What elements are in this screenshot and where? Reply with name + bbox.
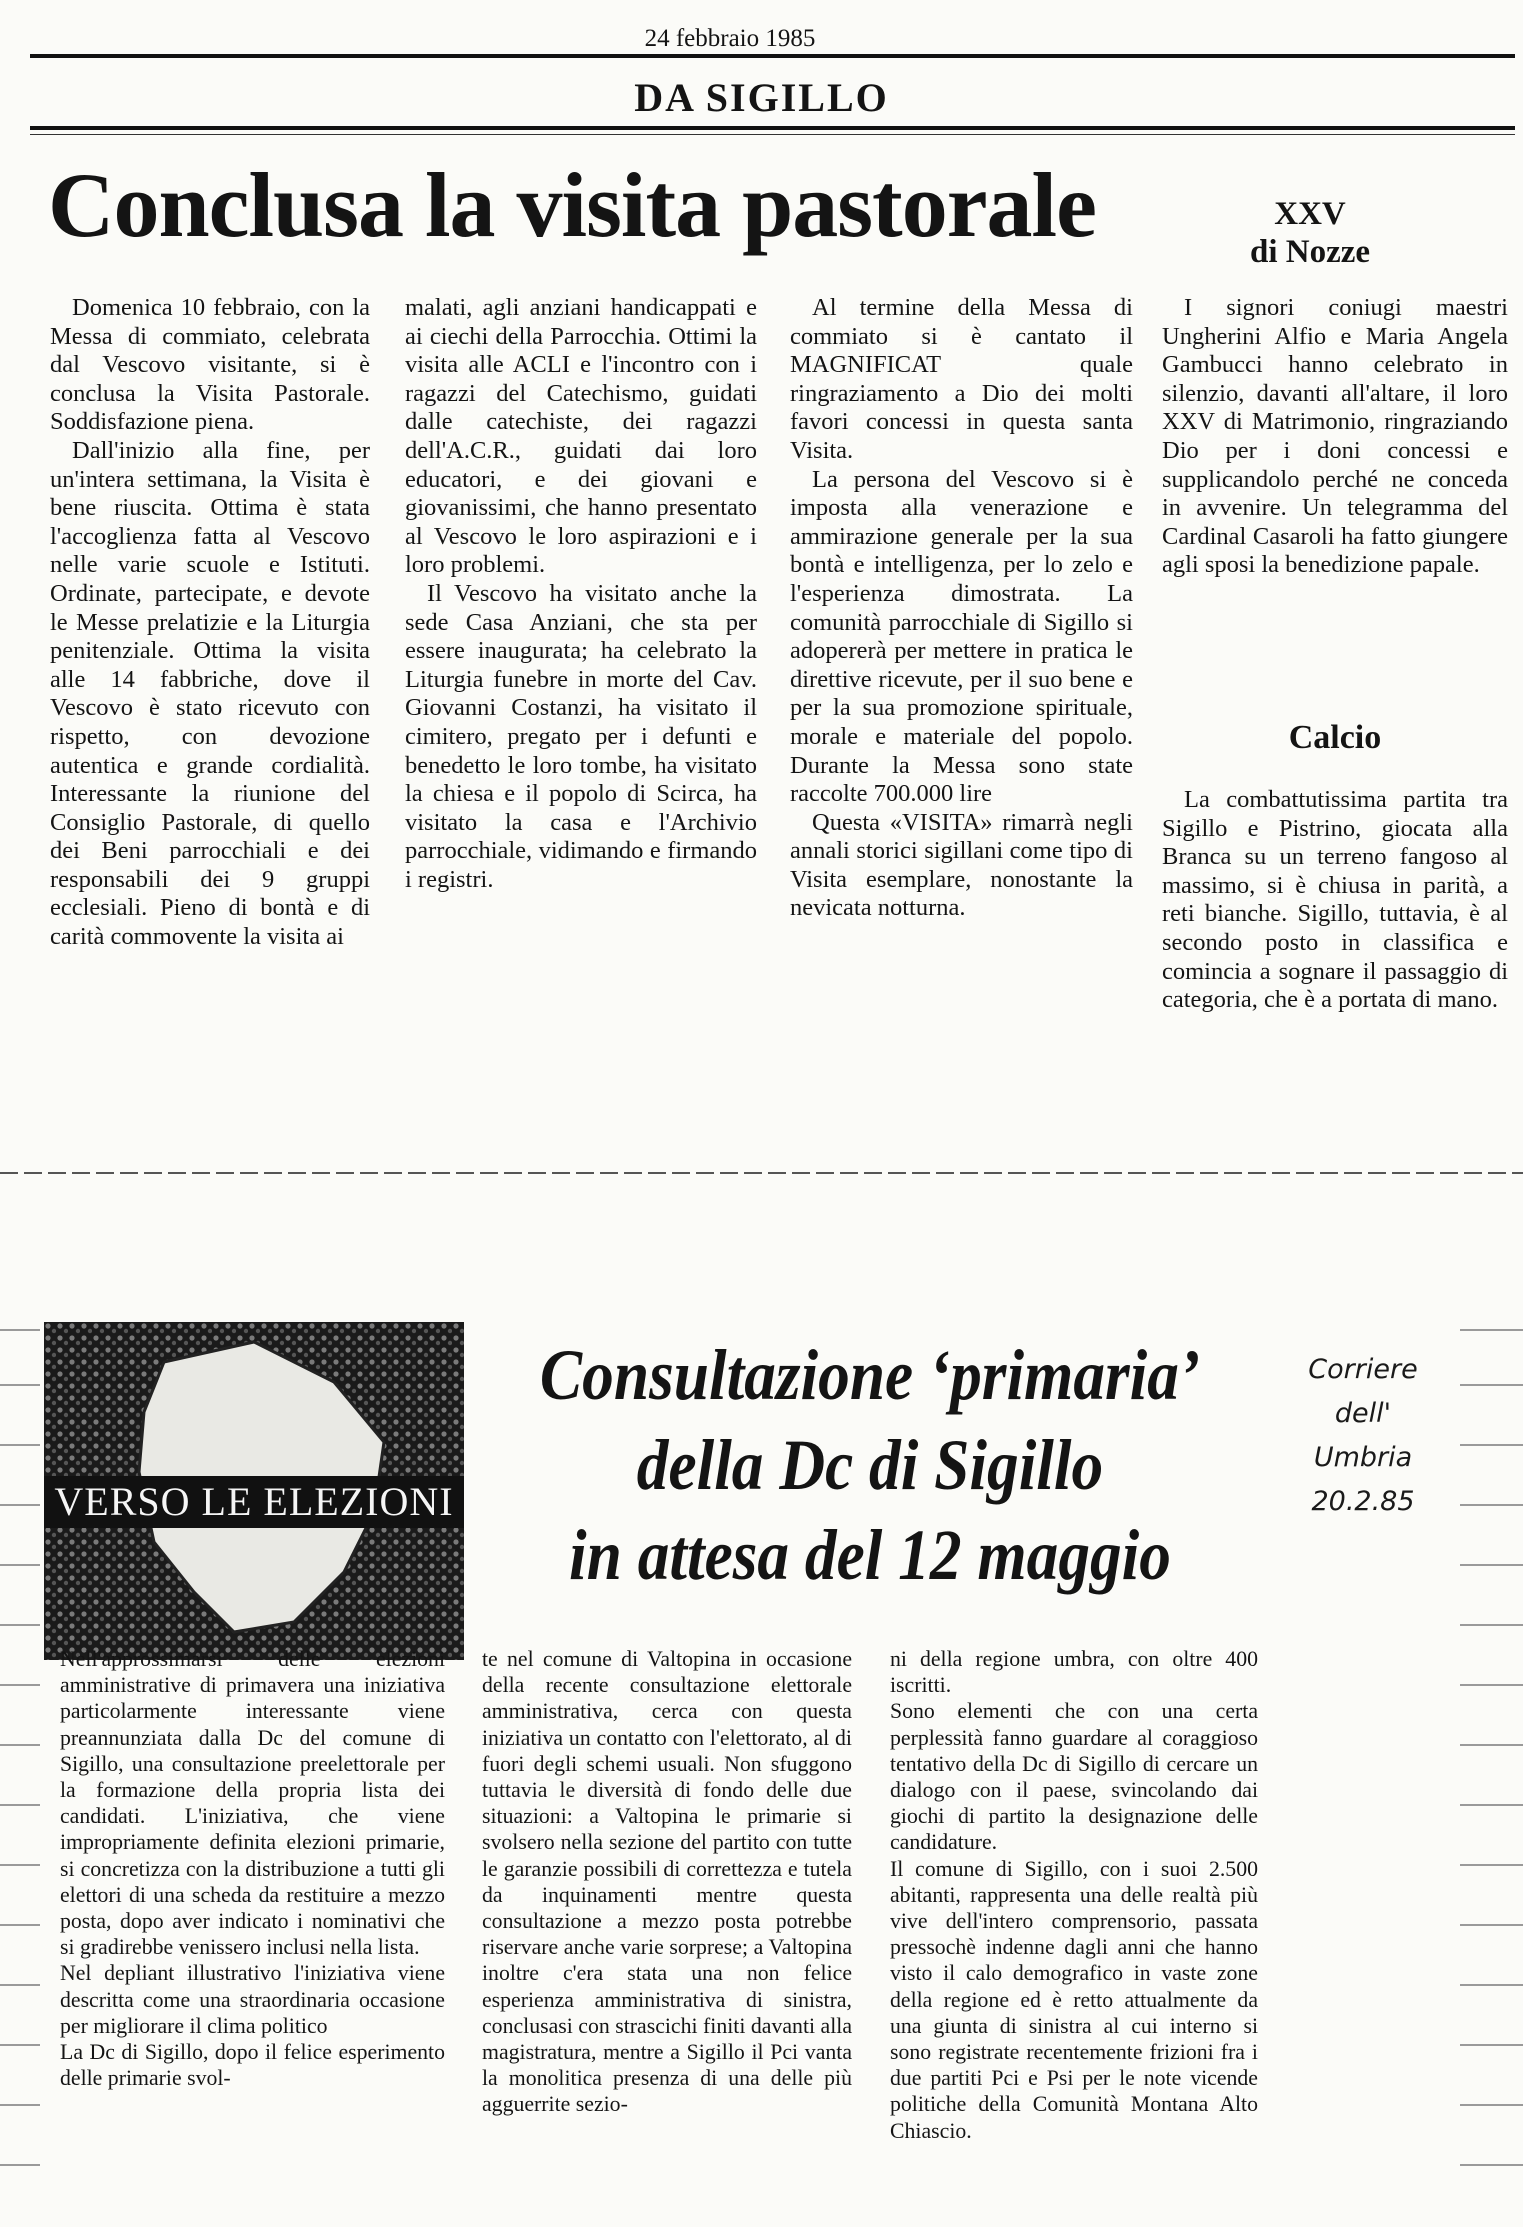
top-rule bbox=[30, 54, 1515, 58]
paragraph: Nel depliant illustrativo l'iniziativa viene descritta come una straordinaria occasione per migliorare il clima politico bbox=[60, 1961, 445, 2038]
paragraph: ni della regione umbra, con oltre 400 iscritti. bbox=[890, 1647, 1258, 1698]
publication-date: 24 febbraio 1985 bbox=[644, 25, 816, 52]
election-headline-line-1: Consultazione ‘primaria’ bbox=[539, 1335, 1201, 1415]
article-headline: Conclusa la visita pastorale bbox=[48, 154, 1096, 256]
side-headline-line-2: di Nozze bbox=[1249, 234, 1371, 270]
election-headline-line-2: della Dc di Sigillo bbox=[636, 1425, 1104, 1505]
election-headline-line-3: in attesa del 12 maggio bbox=[569, 1515, 1171, 1595]
anniversary-column bbox=[1162, 294, 1508, 580]
handwritten-note bbox=[1278, 1348, 1448, 1524]
election-column-2 bbox=[482, 1646, 852, 2118]
article-column-2 bbox=[405, 294, 757, 894]
side-headline-anniversary bbox=[1160, 195, 1460, 271]
handwritten-line: Umbria bbox=[1313, 1442, 1413, 1473]
paragraph: I signori coniugi maestri Ungherini Alfio e Maria Angela Gambucci hanno celebrato in silenzio, davanti all'altare, il loro XXV di Matrimonio, ringraziando Dio per i doni concessi e supplicandolo perché ne conceda in avvenire. Un telegramma del Cardinal Casaroli ha fatto giungere agli sposi la benedizione papale. bbox=[1162, 294, 1508, 579]
football-headline: Calcio bbox=[1288, 719, 1382, 756]
paragraph: La combattutissima partita tra Sigillo e Pistrino, giocata alla Branca su un terreno fangoso al massimo, si è chiusa in parità, a reti bianche. Sigillo, tuttavia, è al secondo posto in classifica e comincia a sognare il passaggio di categoria, che è a portata di mano. bbox=[1162, 786, 1508, 1014]
paragraph: Dall'inizio alla fine, per un'intera settimana, la Visita è bene riuscita. Ottima è stata l'accoglienza fatta al Vescovo nelle varie scuole e Istituti. Ordinate, partecipate, e devote le Messe prelatizie e la Liturgia penitenziale. Ottima la visita alle 14 fabbriche, dove il Vescovo è stato ricevuto con rispetto, con devozione autentica e grande cordialità. Interessante la riunione del Consiglio Pastorale, di quello dei Beni parrocchiali e dei responsabili dei 9 gruppi ecclesiali. Pieno di bontà e di carità commovente la visita ai bbox=[50, 436, 370, 951]
clipping-separator bbox=[0, 1172, 1523, 1174]
paragraph: Nell'approssimarsi delle elezioni amministrative di primavera una iniziativa particolarmente interessante viene preannunziata dalla Dc del comune di Sigillo, una consultazione preelettorale per la formazione della propria lista dei candidati. L'iniziativa, che viene impropriamente definita elezioni primarie, si concretizza con la distribuzione a tutti gli elettori di una scheda da restituire a mezzo posta, dopo aver indicato i nominativi che si gradirebbe venissero inclusi nella lista. bbox=[60, 1647, 445, 1960]
side-headline-line-1: XXV bbox=[1274, 196, 1346, 232]
football-column bbox=[1162, 786, 1508, 1015]
article-column-1 bbox=[50, 294, 370, 952]
election-column-3 bbox=[890, 1646, 1258, 2144]
paragraph: Domenica 10 febbraio, con la Messa di commiato, celebrata dal Vescovo visitante, si è conclusa la Visita Pastorale. Soddisfazione piena. bbox=[50, 294, 370, 436]
section-rule bbox=[30, 126, 1515, 130]
article-column-3 bbox=[790, 294, 1133, 923]
paragraph: Il comune di Sigillo, con i suoi 2.500 abitanti, rappresenta una delle realtà più vive dell'intero comprensorio, passata pressochè indenne dagli anni che hanno visto il calo demografico in vaste zone della regione ed è retto attualmente da una giunta di sinistra al cui interno si sono registrate recentemente frizioni fra i due partiti Pci e Psi per le note vicende politiche della Comunità Montana Alto Chiascio. bbox=[890, 1856, 1258, 2143]
handwritten-line: dell' bbox=[1334, 1398, 1392, 1429]
graphic-banner: VERSO LE ELEZIONI bbox=[44, 1476, 464, 1528]
paragraph: Al termine della Messa di commiato si è cantato il MAGNIFICAT quale ringraziamento a Dio dei molti favori concessi in questa santa Visita. bbox=[790, 294, 1133, 464]
paragraph: te nel comune di Valtopina in occasione della recente consultazione elettorale amministrativa, cerca con questa iniziativa un contatto con l'elettorato, al di fuori degli schemi usuali. Non sfuggono tuttavia le diversità di fondo delle due situazioni: a Valtopina le primarie si svolsero nella sezione del partito con tutte le garanzie possibili di correttezza e tutela da inquinamenti mentre questa consultazione a mezzo posta potrebbe riservare anche varie sorprese; a Valtopina inoltre c'era stata una non felice esperienza amministrativa di sinistra, conclusasi con strascichi finiti davanti alla magistratura, mentre a Sigillo il Pci vanta la monolitica presenza di una delle più agguerrite sezio- bbox=[482, 1647, 852, 2117]
paragraph: Sono elementi che con una certa perplessità fanno guardare al coraggioso tentativo della Dc di Sigillo di cercare un dialogo con il paese, svincolando dai giochi di partito la designazione delle candidature. bbox=[890, 1699, 1258, 1855]
handwritten-line: Corriere bbox=[1308, 1354, 1418, 1385]
section-label: DA SIGILLO bbox=[634, 75, 889, 120]
paragraph: Questa «VISITA» rimarrà negli annali storici sigillani come tipo di Visita esemplare, nonostante la nevicata notturna. bbox=[790, 808, 1133, 922]
paragraph: La persona del Vescovo si è imposta alla venerazione e ammirazione generale per la sua bontà e intelligenza, per lo zelo e l'esperienza dimostrata. La comunità parrocchiale di Sigillo si adopererà per mettere in pratica le direttive ricevute, per il suo bene e per la sua promozione spirituale, morale e materiale del popolo. Durante la Messa sono state raccolte 700.000 lire bbox=[790, 465, 1133, 808]
handwritten-line: 20.2.85 bbox=[1311, 1486, 1415, 1517]
election-headline bbox=[518, 1330, 1222, 1600]
paragraph: Il Vescovo ha visitato anche la sede Casa Anziani, che sta per essere inaugurata; ha celebrato la Liturgia funebre in morte del Cav. Giovanni Costanzi, ha visitato il cimitero, pregato per i defunti e benedetto le loro tombe, ha visitato la chiesa e il popolo di Scirca, ha visitato la casa e l'Archivio parrocchiale, vidimando e firmando i registri. bbox=[405, 579, 757, 893]
election-column-1 bbox=[60, 1646, 445, 2091]
section-rule-thin bbox=[30, 134, 1515, 135]
paragraph: malati, agli anziani handicappati e ai ciechi della Parrocchia. Ottimi la visita alle ACLI e l'incontro con i ragazzi del Catechismo, guidati dalle catechiste, dei ragazzi dell'A.C.R., guidati dai loro educatori, e dei giovani e giovanissimi, che hanno presentato al Vescovo le loro aspirazioni e i loro problemi. bbox=[405, 294, 757, 579]
election-graphic bbox=[44, 1322, 464, 1660]
paragraph: La Dc di Sigillo, dopo il felice esperimento delle primarie svol- bbox=[60, 2040, 445, 2091]
